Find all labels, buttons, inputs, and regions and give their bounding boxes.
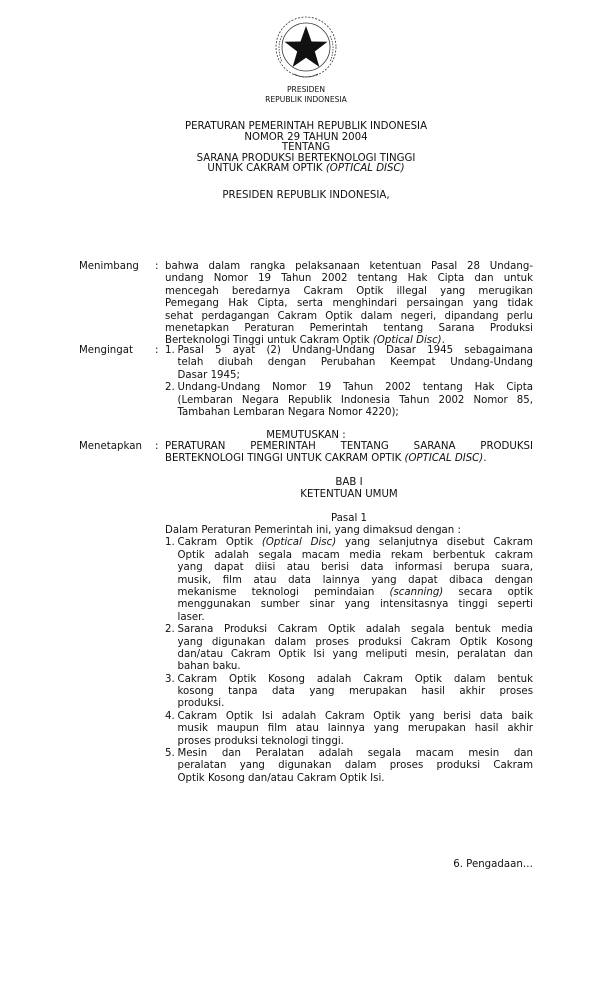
- text-line: Pasal 5 ayat (2) Undang-Undang Dasar 1945 sebagaimana: [177, 345, 533, 356]
- page-continuation: 6. Pengadaan…: [453, 859, 533, 870]
- pasal-definitions: [165, 537, 533, 785]
- text-line: Cakram Optik (Optical Disc) yang selanjutnya disebut Cakram: [177, 537, 533, 549]
- text-line: Cakram Optik Kosong adalah Cakram Optik dalam bentuk: [177, 673, 533, 685]
- text-line: yang dapat diisi atau berisi data informasi berupa suara,: [177, 562, 533, 574]
- text-line: mekanisme teknologi pemindaian (scanning) secara optik: [177, 586, 533, 598]
- text-line: undang Nomor 19 Tahun 2002 tentang Hak Cipta dan untuk: [165, 273, 533, 285]
- title-line: TENTANG: [281, 142, 331, 154]
- list-item: [165, 711, 533, 748]
- text-line: menetapkan Peraturan Pemerintah tentang Sarana Produksi: [165, 322, 533, 334]
- office-line: PRESIDEN: [286, 85, 326, 94]
- item-number: 5.: [165, 748, 175, 760]
- text-line: BERTEKNOLOGI TINGGI UNTUK CAKRAM OPTIK (OPTICAL DISC).: [165, 453, 487, 465]
- text-line: Tambahan Lembaran Negara Nomor 4220);: [177, 406, 399, 418]
- text-line: Mesin dan Peralatan adalah segala macam mesin dan: [177, 748, 533, 760]
- text-line: peralatan yang digunakan dalam proses produksi Cakram: [177, 760, 533, 772]
- list-item: [165, 624, 533, 674]
- text-line: mencegah beredarnya Cakram Optik illegal yang merugikan: [165, 285, 533, 297]
- text-line: Pemegang Hak Cipta, serta menghindari persaingan yang tidak: [165, 298, 533, 310]
- list-item: [165, 537, 533, 624]
- list-item: [165, 345, 533, 382]
- text-line: menggunakan sumber sinar yang intensitasnya tinggi seperti: [177, 599, 533, 611]
- list-item: [165, 748, 533, 785]
- title-line: SARANA PRODUKSI BERTEKNOLOGI TINGGI: [196, 152, 416, 164]
- item-number: 2.: [165, 624, 175, 636]
- item-number: 1.: [165, 537, 175, 549]
- text-line: (Lembaran Negara Republik Indonesia Tahun 2002 Nomor 85,: [177, 394, 533, 406]
- regulation-title: [0, 122, 612, 175]
- mengingat-label: Mengingat: [79, 345, 133, 356]
- title-line: UNTUK CAKRAM OPTIK (OPTICAL DISC): [207, 163, 405, 175]
- mengingat-colon: :: [155, 345, 159, 356]
- text-line: Cakram Optik Isi adalah Cakram Optik yang berisi data baik: [177, 710, 533, 722]
- office-line: REPUBLIK INDONESIA: [265, 95, 347, 104]
- list-item: [165, 382, 533, 419]
- menimbang-colon: :: [155, 261, 159, 272]
- pasal-title: Pasal 1: [330, 513, 368, 524]
- text-line: bahan baku.: [177, 661, 241, 673]
- item-number: 3.: [165, 673, 175, 685]
- text-line: proses produksi teknologi tinggi.: [177, 735, 344, 747]
- menimbang-text: [165, 261, 533, 348]
- menetapkan-label: Menetapkan: [79, 441, 142, 452]
- text-line: musik maupun film atau lainnya yang merupakan hasil akhir: [177, 723, 533, 735]
- memutuskan-heading: MEMUTUSKAN :: [266, 430, 346, 441]
- text-line: Optik Kosong dan/atau Cakram Optik Isi.: [177, 772, 385, 784]
- text-line: Undang-Undang Nomor 19 Tahun 2002 tentang Hak Cipta: [177, 382, 533, 394]
- list-item: [165, 674, 533, 711]
- text-line: produksi.: [177, 698, 225, 710]
- chapter-number: BAB I: [335, 477, 363, 488]
- title-line: NOMOR 29 TAHUN 2004: [244, 131, 368, 143]
- item-number: 2.: [165, 382, 175, 394]
- mengingat-list: [165, 345, 533, 419]
- chapter-title: KETENTUAN UMUM: [300, 488, 398, 500]
- item-number: 1.: [165, 345, 175, 356]
- text-line: sehat perdagangan Cakram Optik dalam negeri, dipandang perlu: [165, 310, 533, 322]
- menetapkan-text: [165, 441, 533, 466]
- text-line: laser.: [177, 611, 205, 623]
- text-line: telah diubah dengan Perubahan Keempat Undang-Undang: [177, 357, 533, 369]
- office-heading: [0, 85, 612, 105]
- menetapkan-colon: :: [155, 441, 159, 452]
- text-line: dan/atau Cakram Optik Isi yang meliputi mesin, peralatan dan: [177, 648, 533, 660]
- title-line: PERATURAN PEMERINTAH REPUBLIK INDONESIA: [184, 121, 428, 132]
- text-line: Berteknologi Tinggi untuk Cakram Optik (Optical Disc).: [165, 335, 445, 347]
- garuda-emblem: [272, 14, 340, 80]
- chapter-heading: [165, 477, 533, 500]
- text-line: kosong tanpa data yang merupakan hasil akhir proses: [177, 686, 533, 698]
- text-line: PERATURAN PEMERINTAH TENTANG SARANA PRODUKSI: [165, 441, 533, 452]
- text-line: bahwa dalam rangka pelaksanaan ketentuan Pasal 28 Undang-: [165, 261, 533, 272]
- text-line: musik, film atau data lainnya yang dapat dibaca dengan: [177, 574, 533, 586]
- text-line: Optik adalah segala macam media rekam berbentuk cakram: [177, 549, 533, 561]
- text-line: Sarana Produksi Cakram Optik adalah segala bentuk media: [177, 624, 533, 636]
- issuer: PRESIDEN REPUBLIK INDONESIA,: [222, 190, 390, 201]
- text-line: Dasar 1945;: [177, 369, 240, 381]
- text-line: yang digunakan dalam proses produksi Cakram Optik Kosong: [177, 636, 533, 648]
- pasal-intro: Dalam Peraturan Pemerintah ini, yang dimaksud dengan :: [165, 525, 461, 536]
- item-number: 4.: [165, 710, 175, 722]
- menimbang-label: Menimbang: [79, 261, 139, 272]
